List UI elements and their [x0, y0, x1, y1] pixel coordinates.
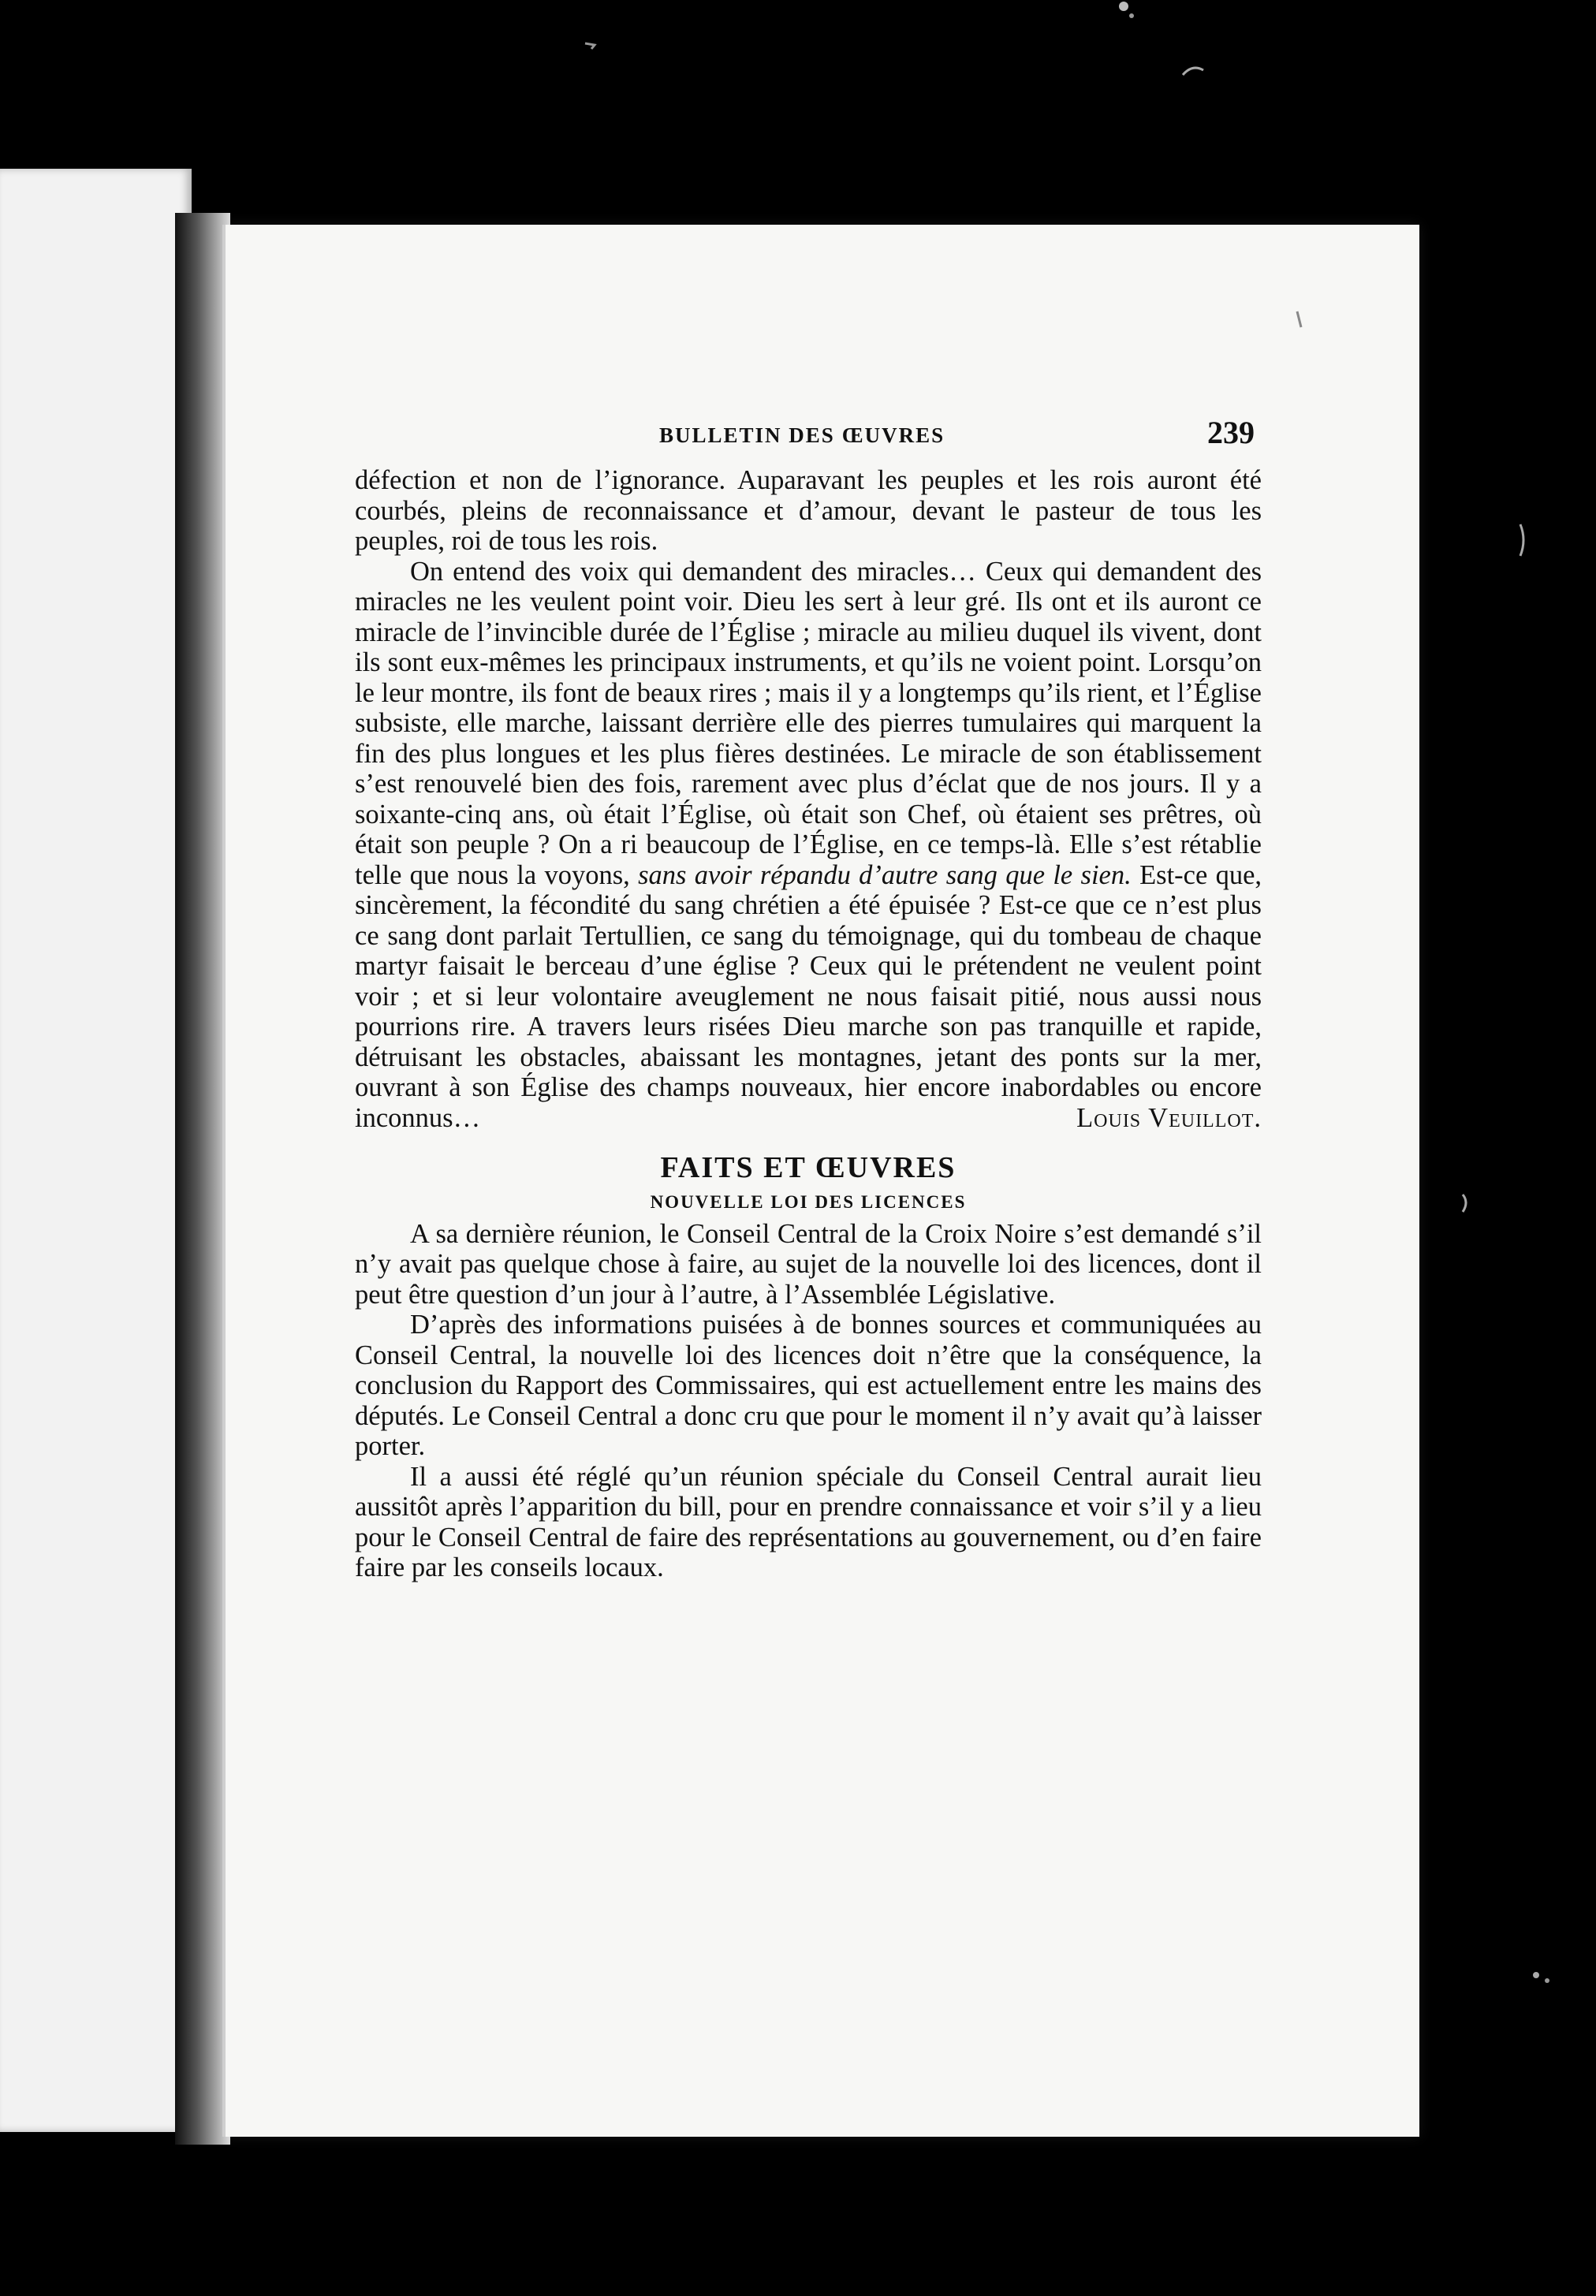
facing-page-edge: [0, 169, 192, 2132]
paragraph: Il a aussi été réglé qu’un réunion spéciale du Conseil Central aurait lieu aussitôt après l’apparition du bill, pour en prendre connaissance et voir s’il y a lieu pour le Conseil Central de faire des représentations au gouvernement, ou d’en faire faire par les conseils locaux.: [355, 1461, 1262, 1582]
section-title: FAITS ET ŒUVRES: [660, 1150, 956, 1184]
signature-line: [355, 1103, 1262, 1134]
running-head: [226, 414, 1419, 461]
page-number: 239: [1207, 415, 1255, 450]
paragraph: A sa dernière réunion, le Conseil Central de la Croix Noire s’est demandé s’il n’y avait pas quelque chose à faire, au sujet de la nouvelle loi des licences, dont il peut être question d’un jour à l’autre, à l’Assemblée Législative.: [355, 1218, 1262, 1310]
paragraph: [355, 557, 1262, 1134]
running-title: BULLETIN DES ŒUVRES: [659, 423, 945, 447]
paragraph: D’après des informations puisées à de bonnes sources et communiquées au Conseil Central, la nouvelle loi des licences doit n’être que la conséquence, la conclusion du Rapport des Commissaires, qui est actuellement entre les mains des députés. Le Conseil Central a donc cru que pour le moment il n’y avait qu’à laisser porter.: [355, 1310, 1262, 1461]
author-signature: Louis Veuillot.: [1076, 1103, 1262, 1133]
page-gutter-shadow: [175, 213, 230, 2145]
paragraph: défection et non de l’ignorance. Auparavant les peuples et les rois auront été courbés, pleins de reconnaissance et d’amour, devant le pasteur de tous les peuples, roi de tous les rois.: [355, 465, 1262, 556]
subsection-title: NOUVELLE LOI DES LICENCES: [650, 1191, 967, 1212]
paragraph-text: On entend des voix qui demandent des miracles… Ceux qui demandent des miracles ne les veulent point voir. Dieu les sert à leur gré. Ils ont et ils auront ce miracle de l’invincible durée de l’Église ; miracle au milieu duquel ils vivent, dont ils sont eux-mêmes les principaux instruments, et qu’ils ne voient point. Lorsqu’on le leur montre, ils font de beaux rires ; mais il y a longtemps qu’ils rient, et l’Église subsiste, elle marche, laissant derrière elle des pierres tumulaires qui marquent la fin des plus longues et les plus fières destinées. Le miracle de son établissement s’est renouvelé bien des fois, rarement avec plus d’éclat que de nos jours. Il y a soixante-cinq ans, où était l’Église, où était son Chef, où étaient ses prêtres, où était son peuple ? On a ri beaucoup de l’Église, en ce temps-là. Elle s’est rétablie telle que nous la voyons,: [355, 556, 1262, 890]
paragraph-text: Est-ce que, sincèrement, la fécondité du sang chrétien a été épuisée ? Est-ce que ce n’est plus ce sang dont parlait Tertullien, ce sang du témoignage, qui du tombeau de chaque martyr faisait le berceau d’une église ? Ceux qui le prétendent ne veulent point voir ; et si leur volontaire aveuglement ne nous faisait pitié, nous aussi nous pourrions rire. A travers leurs risées Dieu marche son pas tranquille et rapide, détruisant les obstacles, abaissant les montagnes, jetant des ponts sur la mer, ouvrant à son Église des champs nouveaux, hier encore inabordables ou encore inconnus…: [355, 859, 1262, 1133]
italic-quote: sans avoir répandu d’autre sang que le sien.: [638, 859, 1132, 890]
document-page: [226, 225, 1419, 2137]
body-text: [355, 465, 1262, 1583]
